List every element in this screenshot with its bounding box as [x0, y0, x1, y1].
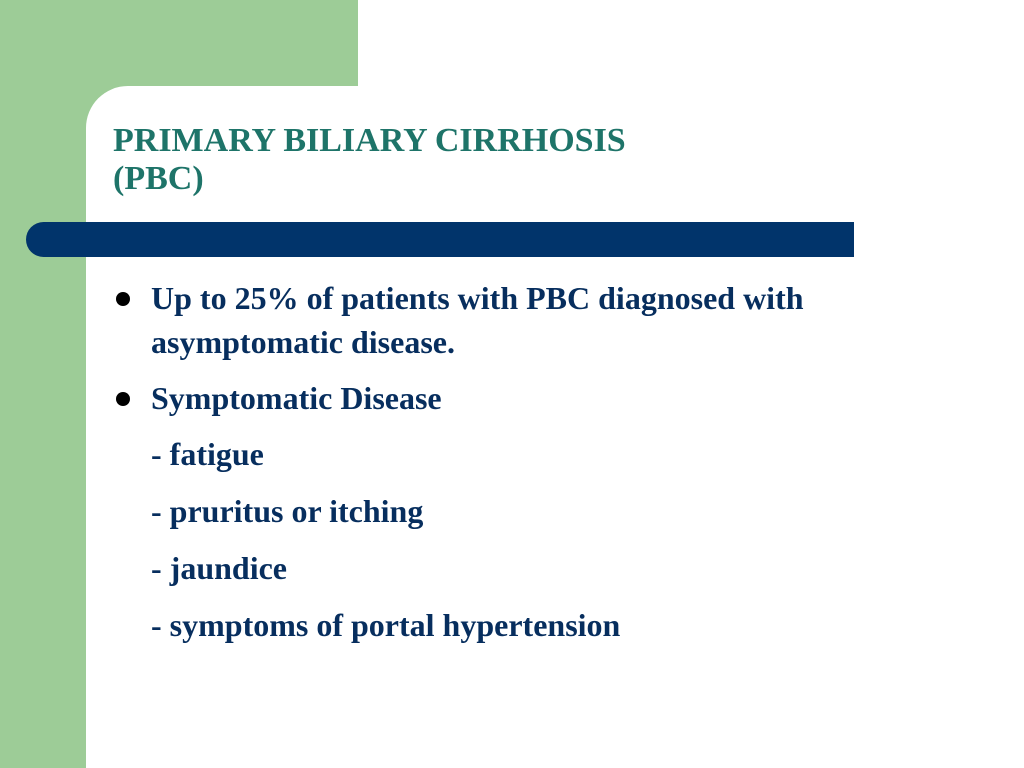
bullet-text: Up to 25% of patients with PBC diagnosed with asymptomatic disease. [151, 280, 804, 360]
bullet-dot-icon [116, 292, 130, 306]
bullet-item [110, 376, 990, 420]
symptom-item: - jaundice [151, 550, 287, 586]
bullet-dot-icon [116, 392, 130, 406]
symptom-item: - fatigue [151, 436, 264, 472]
slide-body [110, 276, 990, 660]
green-top-band [0, 0, 358, 86]
bullet-item [110, 276, 990, 364]
bullet-text: Symptomatic Disease [151, 380, 442, 416]
green-side-band [0, 0, 86, 768]
symptom-item: - symptoms of portal hypertension [151, 607, 621, 643]
slide-title [113, 122, 626, 198]
title-line-1: PRIMARY BILIARY CIRRHOSIS [113, 122, 626, 159]
title-line-2: (PBC) [113, 160, 204, 197]
symptom-list [110, 432, 990, 647]
title-divider-bar [26, 222, 854, 257]
symptom-item: - pruritus or itching [151, 493, 424, 529]
